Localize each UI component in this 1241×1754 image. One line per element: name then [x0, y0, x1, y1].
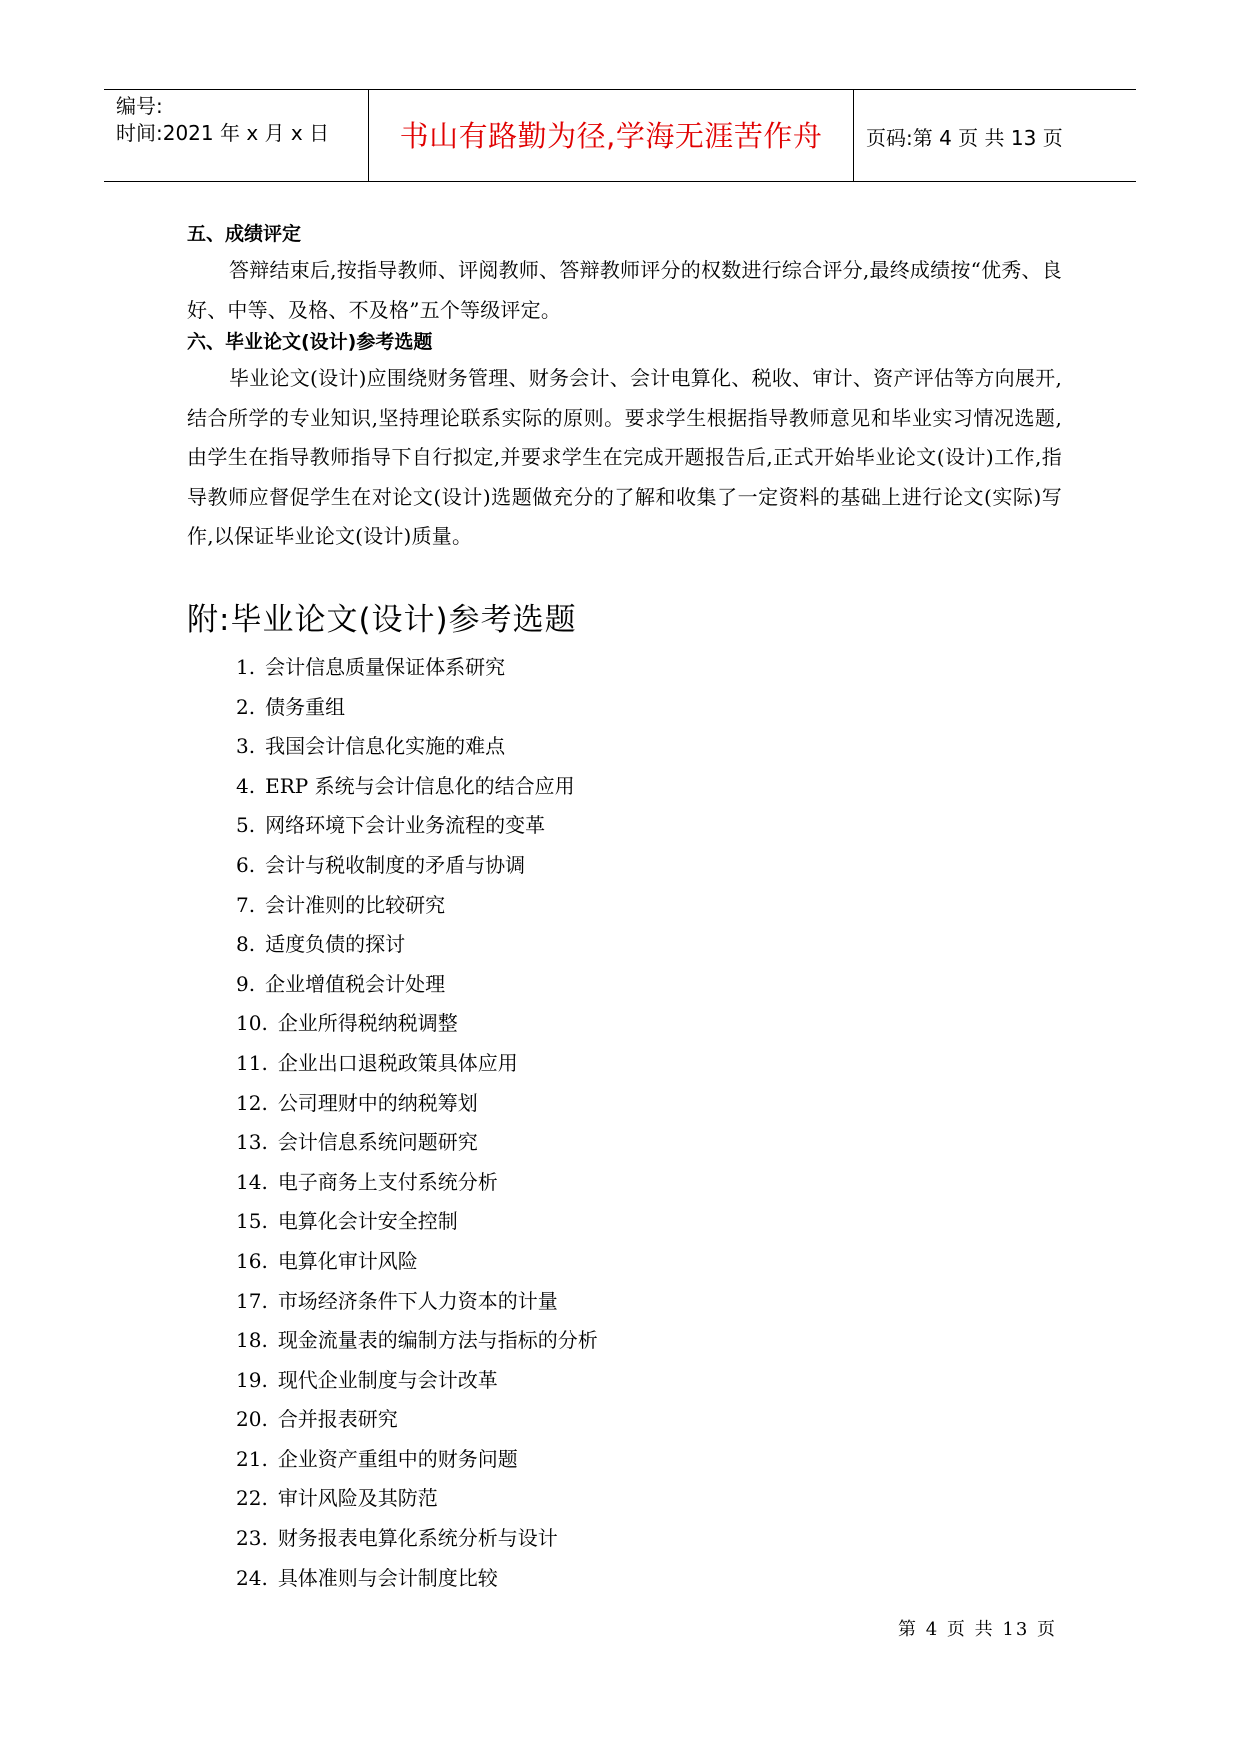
topic-number: 2.	[236, 694, 256, 719]
header-middle-cell	[368, 90, 854, 181]
topic-number: 7.	[236, 892, 256, 917]
topic-item	[236, 688, 598, 728]
topic-item	[236, 1282, 598, 1322]
section-5-title: 五、成绩评定	[187, 223, 302, 245]
topic-item	[236, 925, 598, 965]
topic-item	[236, 1044, 598, 1084]
topic-text: 电算化会计安全控制	[277, 1209, 458, 1234]
topic-item	[236, 1321, 598, 1361]
topic-number: 6.	[236, 852, 256, 877]
topic-number: 18.	[236, 1328, 268, 1353]
topic-text: 企业出口退税政策具体应用	[277, 1050, 518, 1075]
topic-item	[236, 1084, 598, 1124]
topic-number: 20.	[236, 1407, 268, 1432]
topic-text: ERP 系统与会计信息化的结合应用	[265, 773, 575, 798]
topic-text: 企业增值税会计处理	[265, 971, 446, 996]
header-page-number: 页码:第 4 页 共 13 页	[866, 126, 1063, 150]
page-header	[104, 89, 1136, 182]
topic-number: 13.	[236, 1130, 268, 1155]
topic-number: 24.	[236, 1565, 268, 1590]
topic-item	[236, 1202, 598, 1242]
topic-item	[236, 767, 598, 807]
topic-item	[236, 965, 598, 1005]
topic-item	[236, 1519, 598, 1559]
document-time: 时间:2021 年 x 月 x 日	[116, 121, 330, 145]
topic-number: 17.	[236, 1288, 268, 1313]
topic-text: 我国会计信息化实施的难点	[265, 734, 506, 759]
topic-item	[236, 886, 598, 926]
topic-item	[236, 1479, 598, 1519]
section-5-paragraph: 答辩结束后,按指导教师、评阅教师、答辩教师评分的权数进行综合评分,最终成绩按“优秀、良好、中等、及格、不及格”五个等级评定。	[187, 258, 1062, 322]
header-motto: 书山有路勤为径,学海无涯苦作舟	[399, 119, 823, 153]
topic-text: 具体准则与会计制度比较	[277, 1565, 498, 1590]
topic-number: 21.	[236, 1446, 268, 1471]
topic-text: 现代企业制度与会计改革	[277, 1367, 498, 1392]
section-6-title: 六、毕业论文(设计)参考选题	[187, 331, 433, 353]
topic-item	[236, 1163, 598, 1203]
topic-number: 1.	[236, 655, 256, 679]
topic-number: 19.	[236, 1367, 268, 1392]
topic-item	[236, 648, 598, 688]
topic-number: 8.	[236, 932, 256, 957]
topic-item	[236, 1440, 598, 1480]
topic-number: 23.	[236, 1526, 268, 1551]
topic-item	[236, 1361, 598, 1401]
topic-item	[236, 846, 598, 886]
topic-number: 11.	[236, 1050, 268, 1075]
topic-text: 企业所得税纳税调整	[277, 1011, 458, 1036]
topic-number: 22.	[236, 1486, 268, 1511]
topic-text: 会计信息质量保证体系研究	[265, 655, 506, 679]
topic-text: 适度负债的探讨	[265, 932, 406, 957]
topic-text: 网络环境下会计业务流程的变革	[265, 813, 546, 838]
topic-text: 电子商务上支付系统分析	[277, 1169, 498, 1194]
topic-item	[236, 1559, 598, 1599]
header-left-cell	[104, 90, 368, 181]
topic-item	[236, 1242, 598, 1282]
footer-page-number: 第 4 页 共 13 页	[898, 1619, 1057, 1640]
topic-text: 会计信息系统问题研究	[277, 1130, 478, 1155]
topic-item	[236, 1004, 598, 1044]
topic-number: 12.	[236, 1090, 268, 1115]
topic-text: 企业资产重组中的财务问题	[277, 1446, 518, 1471]
topic-number: 14.	[236, 1169, 268, 1194]
topic-item	[236, 1400, 598, 1440]
topic-number: 15.	[236, 1209, 268, 1234]
topic-number: 9.	[236, 971, 256, 996]
topic-text: 审计风险及其防范	[277, 1486, 438, 1511]
topic-text: 财务报表电算化系统分析与设计	[277, 1526, 558, 1551]
topic-text: 市场经济条件下人力资本的计量	[277, 1288, 558, 1313]
topic-text: 会计与税收制度的矛盾与协调	[265, 852, 526, 877]
topic-item	[236, 1123, 598, 1163]
header-right-cell	[854, 90, 1136, 181]
document-number-label: 编号:	[116, 94, 163, 118]
topic-list	[236, 648, 598, 1598]
topic-text: 现金流量表的编制方法与指标的分析	[277, 1328, 598, 1353]
topic-text: 债务重组	[265, 694, 346, 719]
topic-text: 合并报表研究	[277, 1407, 398, 1432]
appendix-title: 附:毕业论文(设计)参考选题	[187, 602, 577, 638]
topic-number: 5.	[236, 813, 256, 838]
topic-text: 电算化审计风险	[277, 1248, 418, 1273]
section-6-paragraph: 毕业论文(设计)应围绕财务管理、财务会计、会计电算化、税收、审计、资产评估等方向展开,结合所学的专业知识,坚持理论联系实际的原则。要求学生根据指导教师意见和毕业实习情况选题,由学生在指导教师指导下自行拟定,并要求学生在完成开题报告后,正式开始毕业论文(设计)工作,指导教师应督促学生在对论文(设计)选题做充分的了解和收集了一定资料的基础上进行论文(实际)写作,以保证毕业论文(设计)质量。	[187, 366, 1062, 548]
topic-number: 3.	[236, 734, 256, 759]
topic-number: 10.	[236, 1011, 268, 1036]
topic-item	[236, 806, 598, 846]
topic-item	[236, 727, 598, 767]
topic-text: 会计准则的比较研究	[265, 892, 446, 917]
topic-number: 16.	[236, 1248, 268, 1273]
topic-number: 4.	[236, 773, 256, 798]
topic-text: 公司理财中的纳税筹划	[277, 1090, 478, 1115]
